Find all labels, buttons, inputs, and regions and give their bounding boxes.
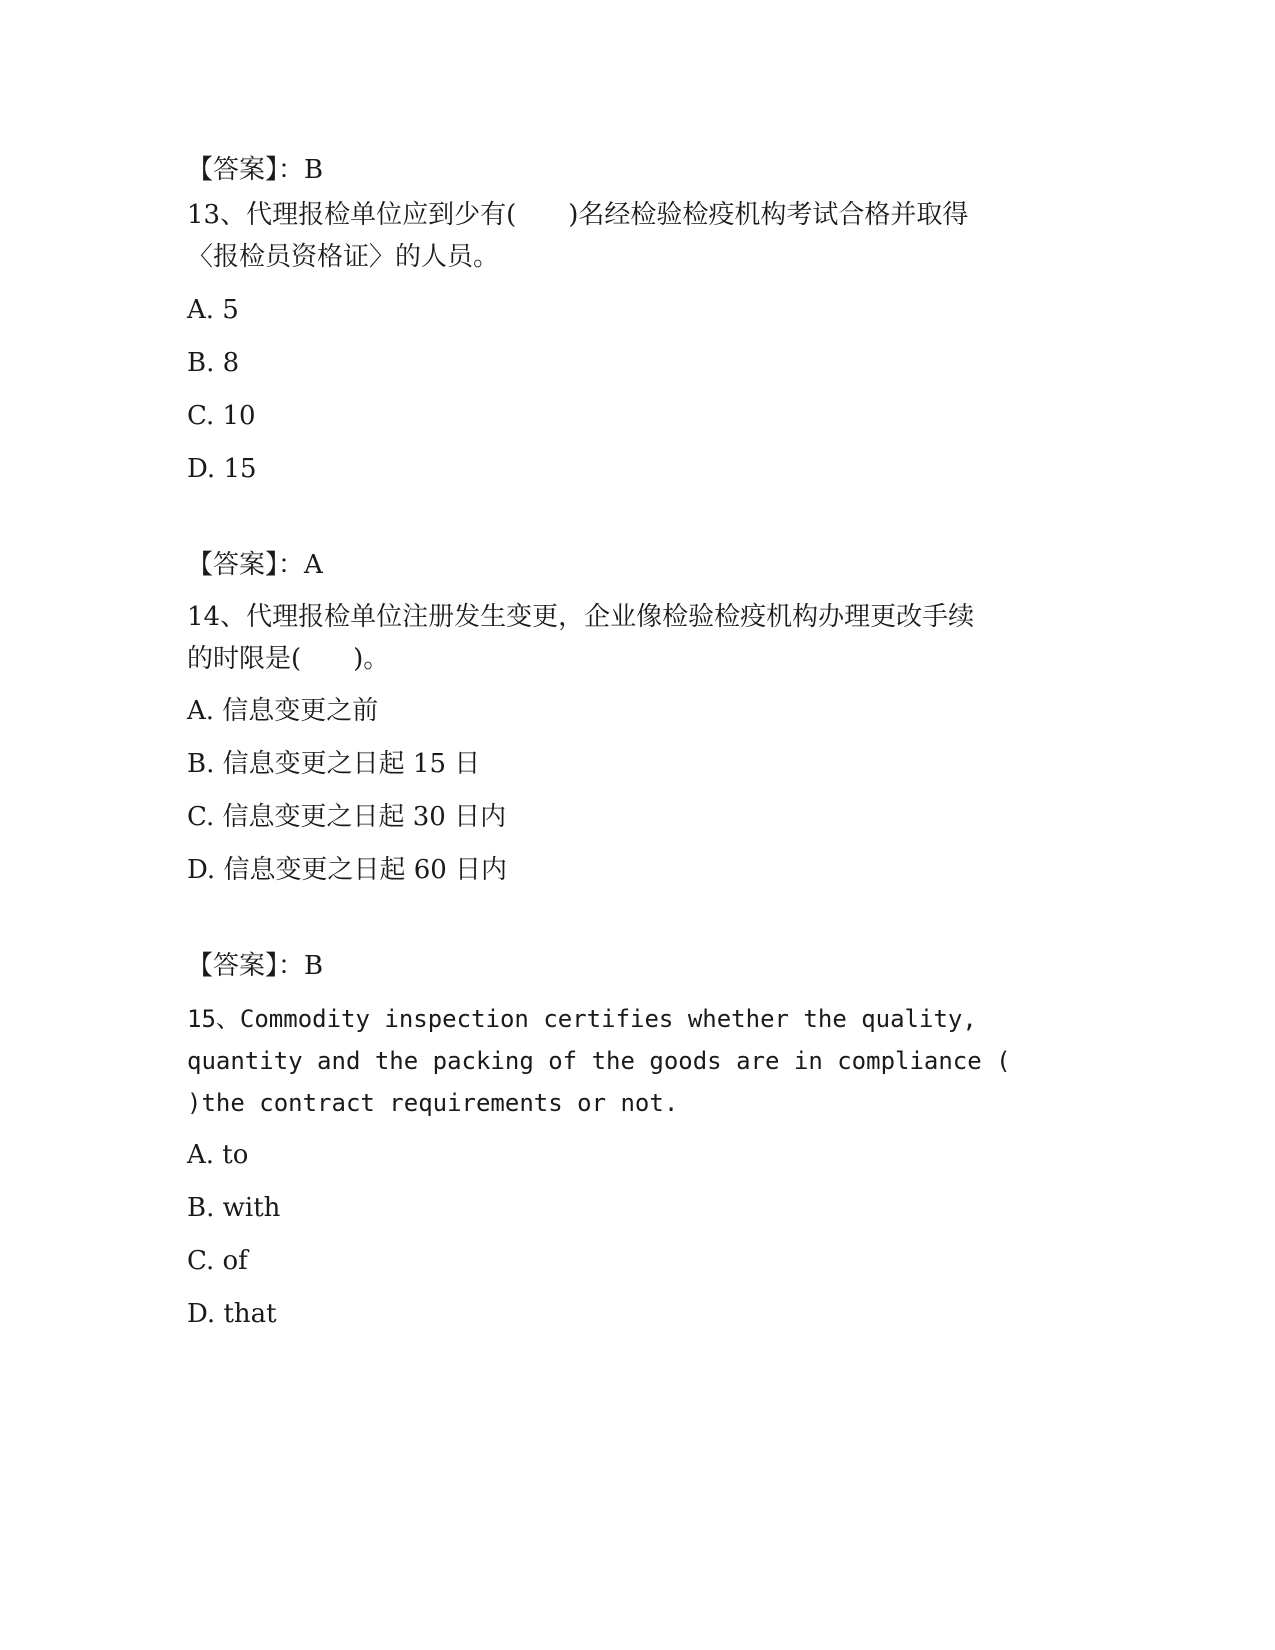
question-14-option-d: D. 信息变更之日起 60 日内 (187, 855, 508, 885)
question-13-option-b: B. 8 (187, 348, 240, 378)
question-14-option-b: B. 信息变更之日起 15 日 (187, 749, 481, 779)
question-13-option-c: C. 10 (187, 401, 256, 431)
question-15-option-a: A. to (187, 1140, 249, 1170)
question-15-option-c: C. of (187, 1246, 248, 1276)
answer-13: 【答案】：A (187, 550, 323, 580)
question-15-option-b: B. with (187, 1193, 281, 1223)
question-15-text-line-1: 15、Commodity inspection certifies whether the quality, (187, 1005, 977, 1033)
question-13-text-line-1: 13、代理报检单位应到少有( )名经检验检疫机构考试合格并取得 (187, 200, 969, 230)
question-13-text-line-2: 〈报检员资格证〉的人员。 (187, 242, 500, 272)
question-14-option-c: C. 信息变更之日起 30 日内 (187, 802, 507, 832)
question-15-option-d: D. that (187, 1299, 277, 1329)
question-15-text-line-3: )the contract requirements or not. (187, 1089, 679, 1117)
question-14-text-line-1: 14、代理报检单位注册发生变更，企业像检验检疫机构办理更改手续 (187, 602, 975, 632)
question-14-option-a: A. 信息变更之前 (187, 696, 379, 726)
question-15-text-line-2: quantity and the packing of the goods are in compliance ( (187, 1047, 1011, 1075)
question-13-option-a: A. 5 (187, 295, 239, 325)
answer-14: 【答案】：B (187, 951, 324, 981)
answer-12: 【答案】：B (187, 155, 324, 185)
question-14-text-line-2: 的时限是( )。 (187, 644, 390, 674)
question-13-option-d: D. 15 (187, 454, 257, 484)
